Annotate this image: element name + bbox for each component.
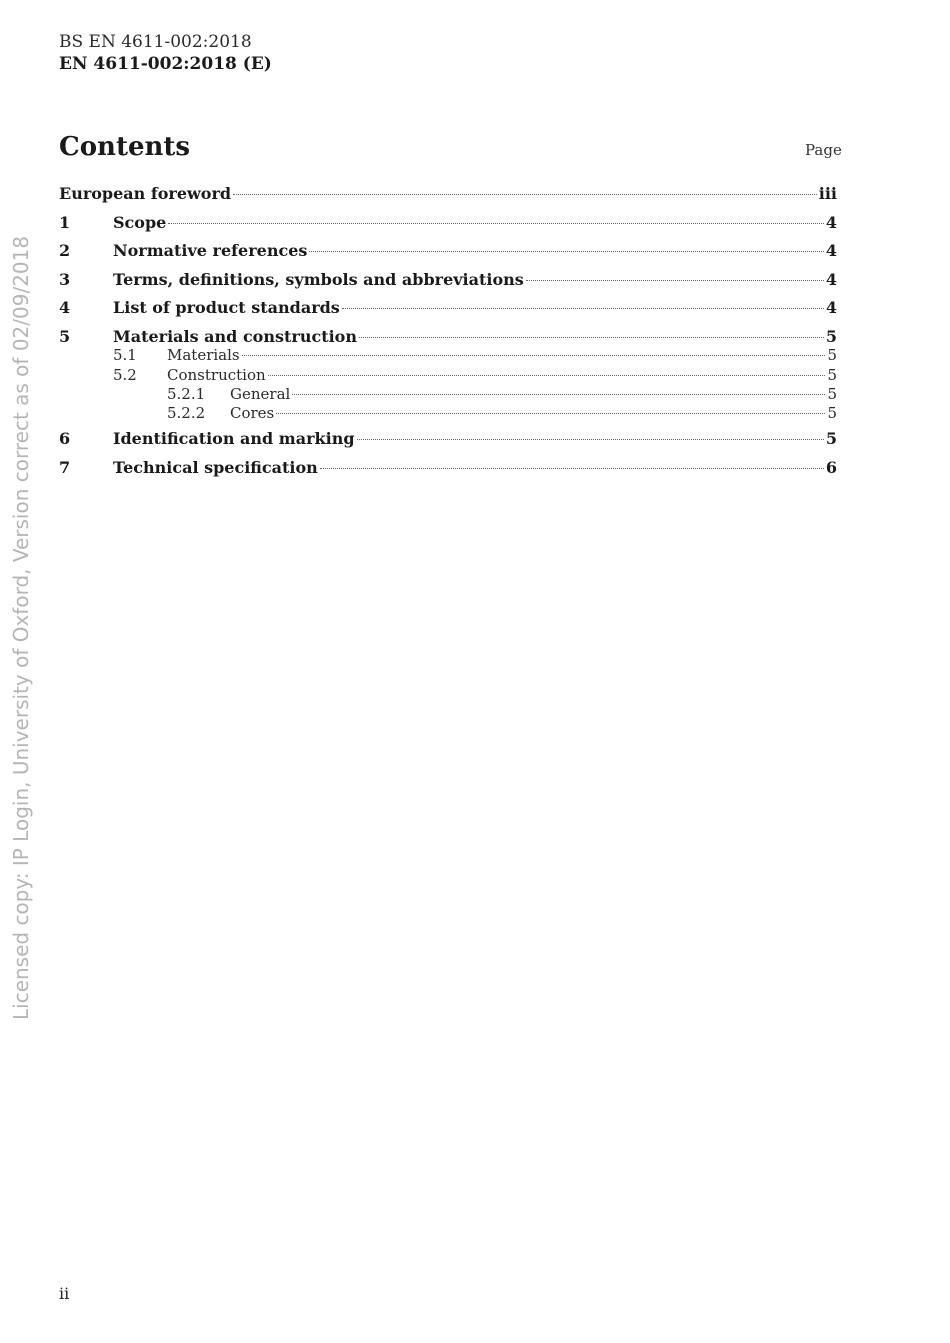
toc-entry[interactable] [59, 270, 837, 299]
toc-subsubentry[interactable] [59, 404, 837, 429]
toc-entry-page: 4 [825, 212, 837, 232]
toc-entry-number: 7 [59, 457, 71, 477]
dot-leader [320, 467, 824, 469]
dot-leader [168, 222, 824, 224]
toc-entry-label: General [230, 384, 291, 403]
toc-entry-page: 5 [825, 326, 837, 346]
toc-entry-page: 5 [825, 429, 837, 449]
toc-entry-page: 4 [825, 298, 837, 317]
document-header [59, 31, 272, 75]
toc-entry-page: 4 [825, 241, 837, 260]
page-number: ii [59, 1284, 70, 1303]
toc-entry-number: 1 [59, 212, 71, 232]
toc-entry-page: 4 [825, 269, 837, 289]
contents-title: Contents [59, 132, 191, 162]
toc-entry-label: Normative references [113, 241, 308, 260]
toc-entry-label: Cores [230, 404, 275, 423]
toc-entry-label: European foreword [59, 184, 232, 203]
dot-leader [292, 393, 825, 395]
toc-entry[interactable] [59, 458, 837, 487]
toc-subentry[interactable] [59, 366, 837, 385]
toc-entry-label: List of product standards [113, 298, 340, 317]
dot-leader [268, 374, 826, 376]
toc-entry[interactable] [59, 213, 837, 242]
standard-number: BS EN 4611-002:2018 [59, 32, 252, 52]
toc-entry-label: Materials and construction [113, 326, 357, 346]
toc-entry-page: 5 [827, 365, 837, 384]
toc-entry-number: 5.2 [113, 365, 137, 384]
toc-entry-number: 5.1 [113, 346, 137, 365]
toc-entry-number: 6 [59, 429, 71, 449]
dot-leader [233, 193, 817, 195]
toc-entry-page: 5 [827, 346, 837, 365]
standard-number-english: EN 4611-002:2018 (E) [59, 54, 272, 74]
toc-entry-label: Terms, definitions, symbols and abbreviations [113, 269, 524, 289]
toc-entry-page: 5 [827, 404, 837, 423]
toc-entry[interactable] [59, 327, 837, 347]
toc-entry-number: 2 [59, 241, 71, 260]
toc-entry-number: 5.2.2 [167, 404, 206, 423]
table-of-contents [59, 184, 837, 486]
toc-entry-label: Technical specification [113, 457, 318, 477]
page-column-label: Page [805, 141, 842, 159]
toc-entry-label: Construction [167, 365, 266, 384]
dot-leader [309, 250, 823, 252]
toc-entry-number: 4 [59, 298, 71, 317]
toc-entry-page: 6 [825, 457, 837, 477]
dot-leader [276, 412, 825, 414]
toc-entry[interactable] [59, 429, 837, 458]
dot-leader [357, 438, 824, 440]
toc-subentry[interactable] [59, 346, 837, 365]
dot-leader [359, 336, 824, 338]
toc-entry-number: 3 [59, 269, 71, 289]
dot-leader [342, 307, 824, 309]
dot-leader [526, 279, 824, 281]
toc-entry-page: iii [818, 184, 837, 203]
toc-entry[interactable] [59, 241, 837, 270]
license-watermark: Licensed copy: IP Login, University of Oxford, Version correct as of 02/09/2018 [9, 235, 33, 1020]
toc-entry-label: Scope [113, 212, 167, 232]
toc-entry-page: 5 [827, 384, 837, 403]
toc-entry-foreword[interactable] [59, 184, 837, 213]
dot-leader [242, 354, 826, 356]
toc-entry-number: 5 [59, 326, 71, 346]
toc-entry-number: 5.2.1 [167, 384, 206, 403]
toc-entry-label: Materials [167, 346, 240, 365]
toc-entry[interactable] [59, 298, 837, 327]
toc-entry-label: Identification and marking [113, 429, 355, 449]
toc-subsubentry[interactable] [59, 385, 837, 404]
